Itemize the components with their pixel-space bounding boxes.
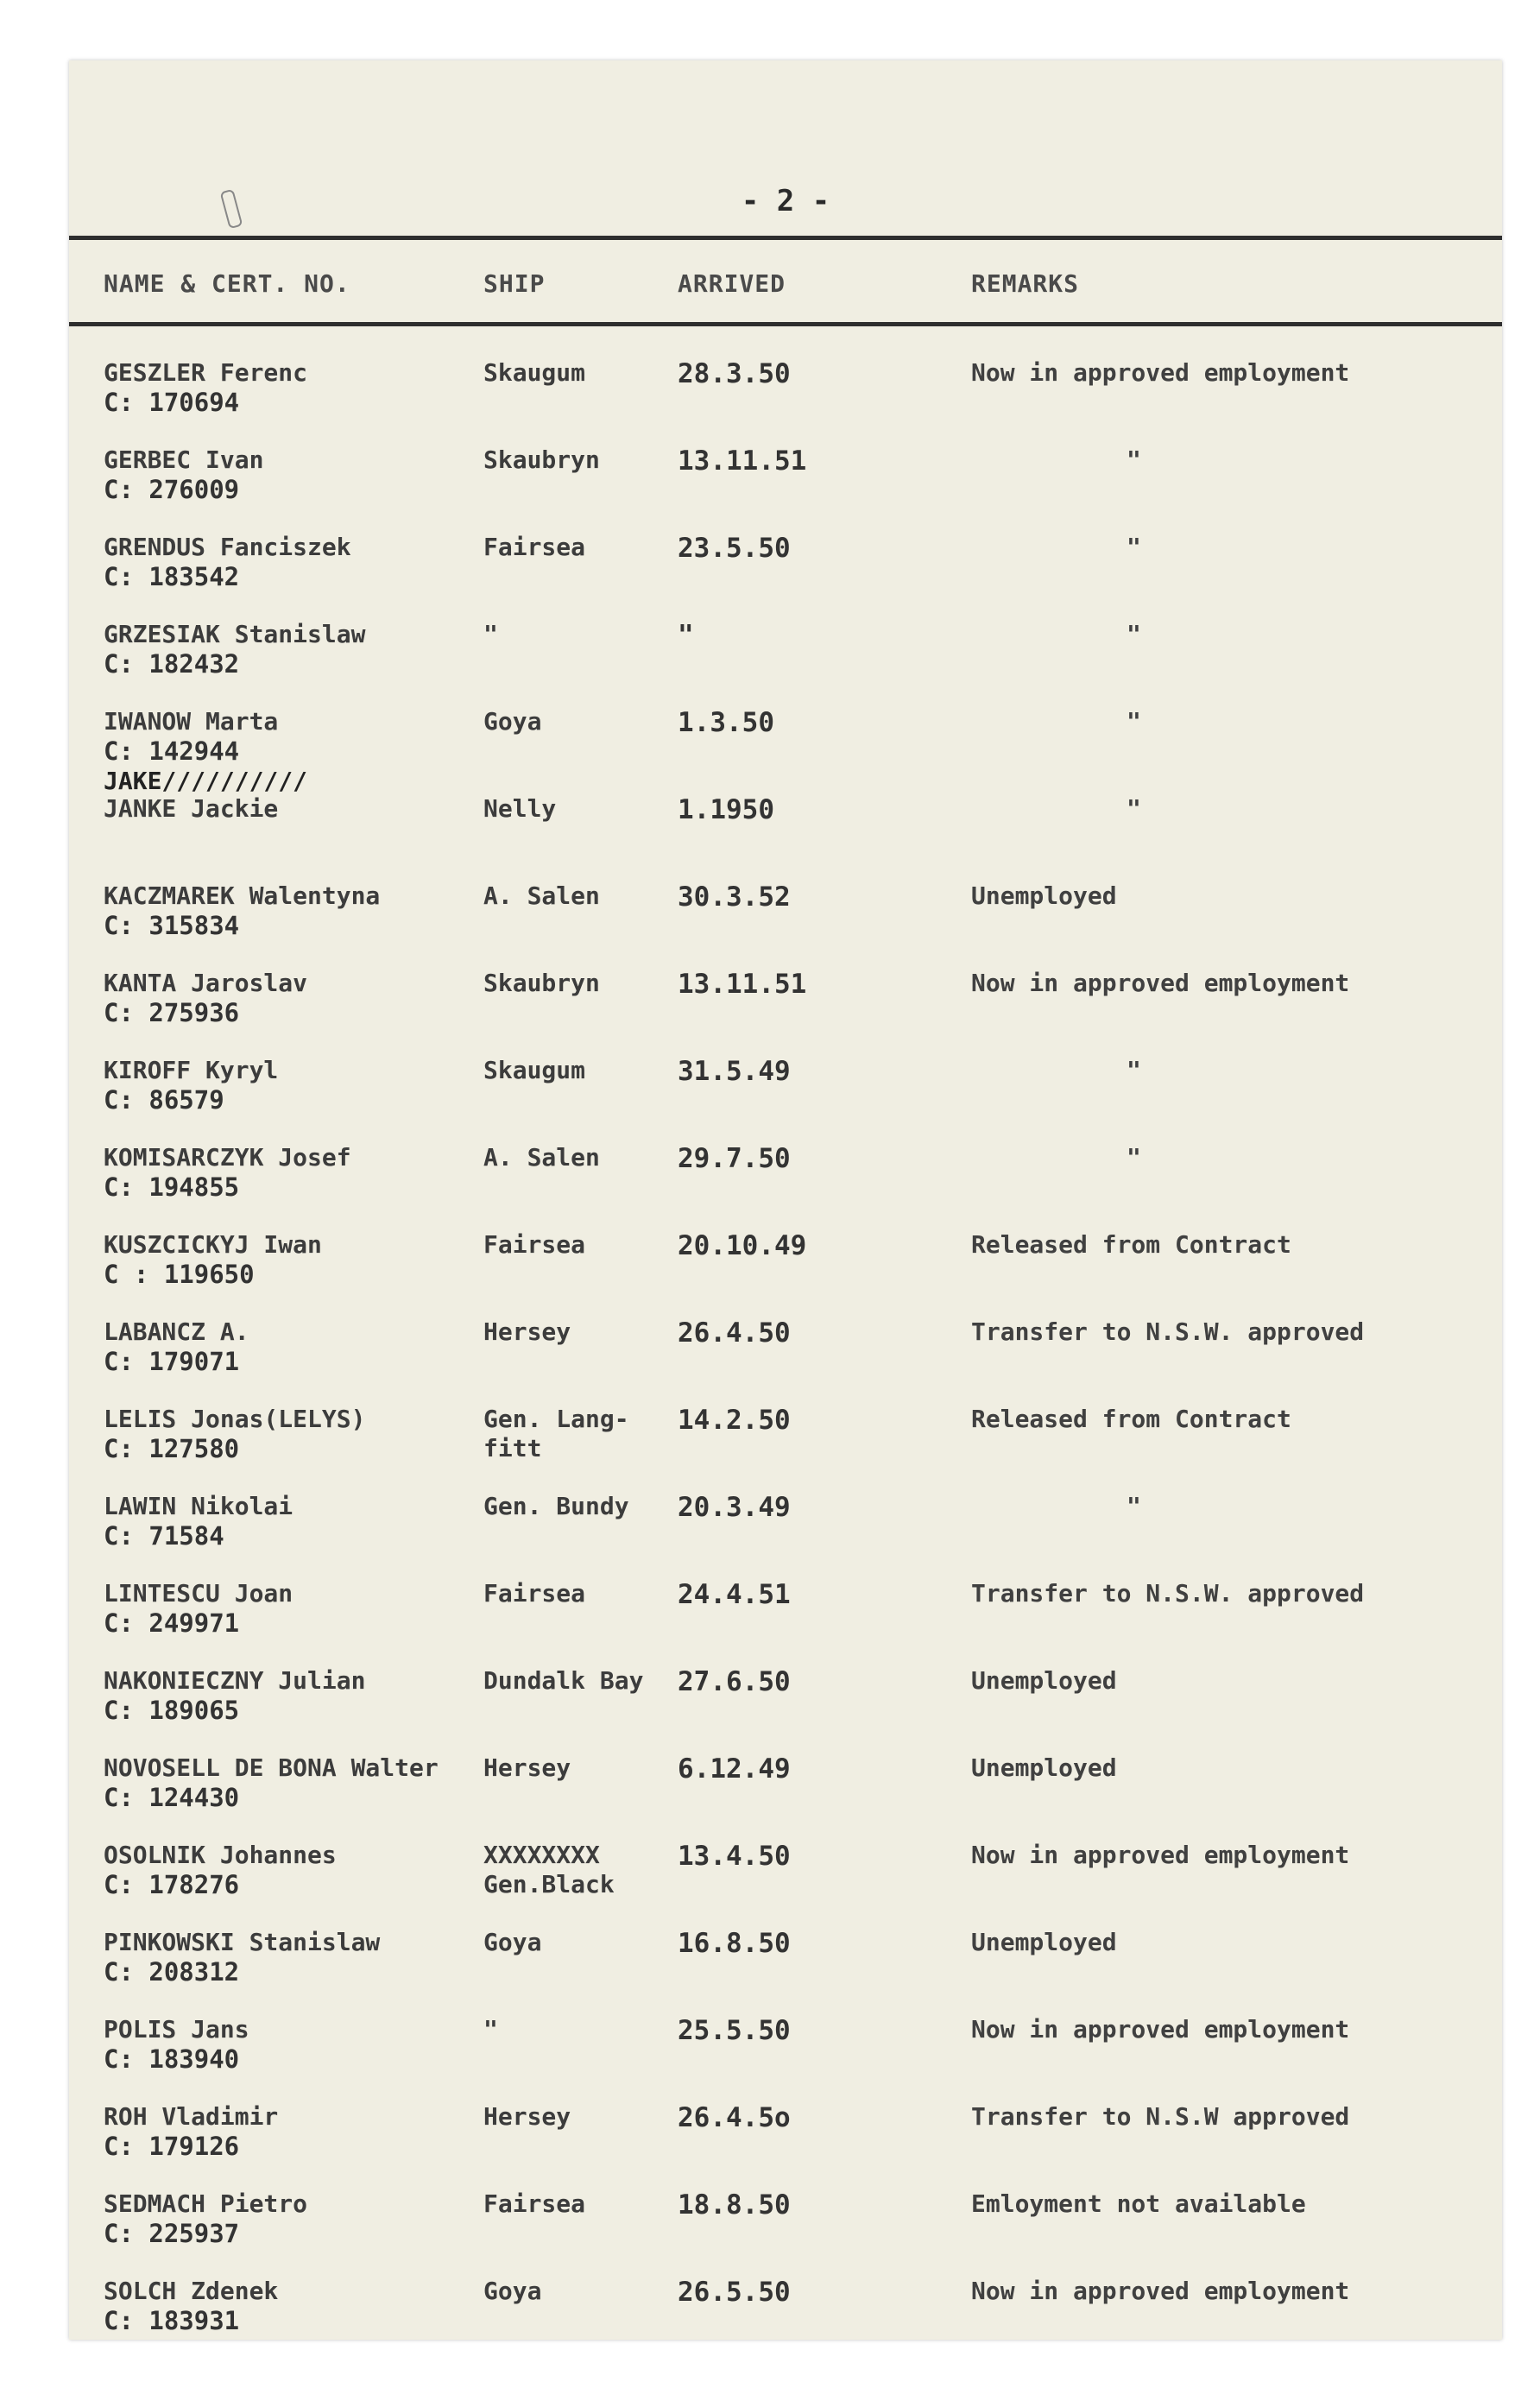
entry-remarks: Transfer to N.S.W. approved bbox=[971, 1579, 1365, 1608]
entry-remarks: " bbox=[1127, 1143, 1141, 1172]
list-item bbox=[69, 358, 1502, 445]
list-item bbox=[69, 969, 1502, 1056]
entry-arrived: 13.11.51 bbox=[678, 445, 807, 477]
entry-name: GESZLER Ferenc bbox=[104, 358, 308, 387]
entry-arrived: 23.5.50 bbox=[678, 533, 791, 564]
entry-remarks: " bbox=[1127, 1492, 1141, 1520]
entry-remarks: Transfer to N.S.W approved bbox=[971, 2102, 1350, 2131]
entry-ship: Skaubryn bbox=[483, 969, 600, 997]
entry-remarks: Now in approved employment bbox=[971, 969, 1350, 997]
entry-cert-number: C: 179126 bbox=[104, 2132, 240, 2161]
list-item bbox=[69, 1317, 1502, 1405]
entry-arrived: 20.10.49 bbox=[678, 1230, 807, 1261]
list-item bbox=[69, 2189, 1502, 2277]
entry-ship: Hersey bbox=[483, 1317, 571, 1346]
entry-name: LELIS Jonas(LELYS) bbox=[104, 1405, 366, 1433]
entry-name: KUSZCICKYJ Iwan bbox=[104, 1230, 322, 1259]
entry-arrived: " bbox=[678, 620, 694, 651]
entry-remarks: Now in approved employment bbox=[971, 358, 1350, 387]
entry-ship: Goya bbox=[483, 2277, 542, 2305]
entry-name: SEDMACH Pietro bbox=[104, 2189, 308, 2218]
list-item bbox=[69, 2102, 1502, 2189]
entry-ship: Hersey bbox=[483, 1753, 571, 1782]
list-item bbox=[69, 1143, 1502, 1230]
entry-cert-number: C: 315834 bbox=[104, 911, 240, 940]
entry-ship: Fairsea bbox=[483, 1579, 586, 1608]
entry-cert-number: C: 127580 bbox=[104, 1434, 240, 1463]
entry-cert-number: C: 86579 bbox=[104, 1085, 224, 1115]
entry-name: SOLCH Zdenek bbox=[104, 2277, 279, 2305]
list-item bbox=[69, 1666, 1502, 1753]
entry-name: GERBEC Ivan bbox=[104, 445, 264, 474]
list-item bbox=[69, 1579, 1502, 1666]
entry-remarks: Released from Contract bbox=[971, 1230, 1291, 1259]
entry-name: KANTA Jaroslav bbox=[104, 969, 308, 997]
strike-note: JAKE////////// bbox=[104, 767, 308, 795]
entry-arrived: 30.3.52 bbox=[678, 881, 791, 913]
entry-cert-number: C: 249971 bbox=[104, 1608, 240, 1638]
entry-list bbox=[69, 358, 1502, 2340]
header-arrived: ARRIVED bbox=[678, 269, 786, 298]
entry-ship-line2: Gen.Black bbox=[483, 1870, 615, 1898]
page-number: - 2 - bbox=[741, 184, 830, 218]
entry-ship: Skaugum bbox=[483, 1056, 586, 1084]
entry-remarks: Now in approved employment bbox=[971, 2277, 1350, 2305]
entry-arrived: 24.4.51 bbox=[678, 1579, 791, 1610]
entry-arrived: 13.4.50 bbox=[678, 1841, 791, 1872]
column-header-row bbox=[69, 269, 1502, 304]
entry-ship: " bbox=[483, 2015, 498, 2044]
entry-remarks: Released from Contract bbox=[971, 1405, 1291, 1433]
entry-name: OSOLNIK Johannes bbox=[104, 1841, 337, 1869]
entry-name: LABANCZ A. bbox=[104, 1317, 249, 1346]
entry-remarks: " bbox=[1127, 533, 1141, 561]
entry-cert-number: C: 182432 bbox=[104, 649, 240, 679]
entry-cert-number: C : 119650 bbox=[104, 1260, 255, 1289]
entry-arrived: 14.2.50 bbox=[678, 1405, 791, 1436]
list-item bbox=[69, 620, 1502, 707]
entry-cert-number: C: 178276 bbox=[104, 1870, 240, 1899]
list-item bbox=[69, 445, 1502, 533]
entry-remarks: Now in approved employment bbox=[971, 1841, 1350, 1869]
entry-remarks: " bbox=[1127, 620, 1141, 648]
entry-name: LAWIN Nikolai bbox=[104, 1492, 293, 1520]
list-item bbox=[69, 1056, 1502, 1143]
entry-cert-number: C: 189065 bbox=[104, 1696, 240, 1725]
entry-arrived: 16.8.50 bbox=[678, 1928, 791, 1959]
entry-cert-number: C: 183940 bbox=[104, 2044, 240, 2074]
header-rule-top bbox=[69, 236, 1502, 240]
entry-ship-line2: fitt bbox=[483, 1434, 542, 1463]
entry-remarks: " bbox=[1127, 707, 1141, 736]
entry-remarks: Unemployed bbox=[971, 1753, 1117, 1782]
header-rule-bottom bbox=[69, 322, 1502, 326]
entry-ship: Hersey bbox=[483, 2102, 571, 2131]
list-item bbox=[69, 1230, 1502, 1317]
entry-arrived: 25.5.50 bbox=[678, 2015, 791, 2046]
entry-arrived: 26.4.5o bbox=[678, 2102, 791, 2133]
entry-name: GRZESIAK Stanislaw bbox=[104, 620, 366, 648]
entry-name: NOVOSELL DE BONA Walter bbox=[104, 1753, 439, 1782]
entry-remarks: Transfer to N.S.W. approved bbox=[971, 1317, 1365, 1346]
entry-remarks: " bbox=[1127, 1056, 1141, 1084]
entry-arrived: 28.3.50 bbox=[678, 358, 791, 389]
entry-ship-stack bbox=[483, 1841, 615, 1898]
entry-arrived: 26.5.50 bbox=[678, 2277, 791, 2308]
entry-cert-number: C: 276009 bbox=[104, 475, 240, 504]
entry-cert-number: C: 208312 bbox=[104, 1957, 240, 1987]
entry-ship: A. Salen bbox=[483, 1143, 600, 1172]
list-item bbox=[69, 1492, 1502, 1579]
entry-remarks: Unemployed bbox=[971, 1928, 1117, 1956]
header-ship: SHIP bbox=[483, 269, 546, 298]
entry-remarks: " bbox=[1127, 794, 1141, 823]
entry-ship: Gen. Bundy bbox=[483, 1492, 629, 1520]
header-name: NAME & CERT. NO. bbox=[104, 269, 350, 298]
entry-name: LINTESCU Joan bbox=[104, 1579, 293, 1608]
entry-cert-number: C: 194855 bbox=[104, 1172, 240, 1202]
list-item bbox=[69, 1753, 1502, 1841]
entry-remarks: Now in approved employment bbox=[971, 2015, 1350, 2044]
entry-ship: " bbox=[483, 620, 498, 648]
entry-name: PINKOWSKI Stanislaw bbox=[104, 1928, 381, 1956]
entry-arrived: 13.11.51 bbox=[678, 969, 807, 1000]
entry-cert-number: C: 225937 bbox=[104, 2219, 240, 2248]
entry-cert-number: C: 183931 bbox=[104, 2306, 240, 2335]
list-item bbox=[69, 2277, 1502, 2340]
entry-cert-number: C: 142944 bbox=[104, 736, 240, 766]
entry-name: POLIS Jans bbox=[104, 2015, 249, 2044]
entry-cert-number: C: 183542 bbox=[104, 562, 240, 591]
document-page bbox=[69, 60, 1502, 2340]
list-item bbox=[69, 533, 1502, 620]
entry-ship: Fairsea bbox=[483, 533, 586, 561]
entry-arrived: 29.7.50 bbox=[678, 1143, 791, 1174]
entry-remarks: Unemployed bbox=[971, 1666, 1117, 1695]
entry-remarks: " bbox=[1127, 445, 1141, 474]
entry-arrived: 18.8.50 bbox=[678, 2189, 791, 2221]
entry-cert-number: C: 179071 bbox=[104, 1347, 240, 1376]
entry-ship: Skaubryn bbox=[483, 445, 600, 474]
entry-ship: Dundalk Bay bbox=[483, 1666, 644, 1695]
entry-ship: A. Salen bbox=[483, 881, 600, 910]
entry-name: KIROFF Kyryl bbox=[104, 1056, 279, 1084]
entry-arrived: 1.1950 bbox=[678, 794, 774, 825]
entry-cert-number: C: 275936 bbox=[104, 998, 240, 1027]
entry-arrived: 1.3.50 bbox=[678, 707, 774, 738]
entry-ship: Goya bbox=[483, 707, 542, 736]
entry-ship: Fairsea bbox=[483, 2189, 586, 2218]
entry-remarks: Unemployed bbox=[971, 881, 1117, 910]
entry-cert-number: C: 170694 bbox=[104, 388, 240, 417]
entry-arrived: 20.3.49 bbox=[678, 1492, 791, 1523]
entry-ship: Goya bbox=[483, 1928, 542, 1956]
entry-cert-number: C: 124430 bbox=[104, 1783, 240, 1812]
entry-name: KOMISARCZYK Josef bbox=[104, 1143, 351, 1172]
entry-ship: XXXXXXXX bbox=[483, 1841, 600, 1869]
entry-ship: Gen. Lang- bbox=[483, 1405, 629, 1433]
entry-name: JANKE Jackie bbox=[104, 794, 279, 823]
entry-name: KACZMAREK Walentyna bbox=[104, 881, 381, 910]
entry-remarks: Emloyment not available bbox=[971, 2189, 1306, 2218]
entry-arrived: 26.4.50 bbox=[678, 1317, 791, 1349]
list-item bbox=[69, 881, 1502, 969]
entry-name: ROH Vladimir bbox=[104, 2102, 279, 2131]
entry-arrived: 6.12.49 bbox=[678, 1753, 791, 1785]
list-item bbox=[69, 1928, 1502, 2015]
list-item bbox=[69, 1841, 1502, 1928]
entry-name: GRENDUS Fanciszek bbox=[104, 533, 351, 561]
entry-cert-number: C: 71584 bbox=[104, 1521, 224, 1551]
list-item bbox=[69, 767, 1502, 881]
entry-name: IWANOW Marta bbox=[104, 707, 279, 736]
list-item bbox=[69, 1405, 1502, 1492]
header-remarks: REMARKS bbox=[971, 269, 1080, 298]
entry-ship: Nelly bbox=[483, 794, 557, 823]
entry-name: NAKONIECZNY Julian bbox=[104, 1666, 366, 1695]
entry-arrived: 27.6.50 bbox=[678, 1666, 791, 1697]
entry-ship-stack bbox=[483, 1405, 629, 1463]
entry-ship: Skaugum bbox=[483, 358, 586, 387]
entry-arrived: 31.5.49 bbox=[678, 1056, 791, 1087]
entry-ship: Fairsea bbox=[483, 1230, 586, 1259]
list-item bbox=[69, 2015, 1502, 2102]
